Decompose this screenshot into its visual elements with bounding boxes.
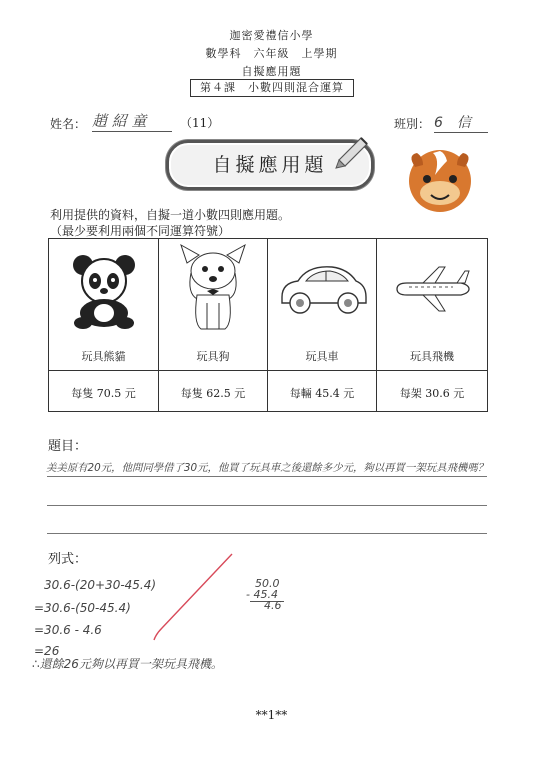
item-cell-panda [49,239,159,411]
working-line: =26 [34,644,60,658]
item-cell-airplane [377,239,487,411]
item-cell-dog [159,239,268,411]
item-name: 玩具熊貓 [81,350,126,363]
instruction-line-1: 利用提供的資料，自擬一道小數四則應用題。 [50,208,291,222]
lesson-box: 第４課 小數四則混合運算 [190,79,354,97]
item-price: 每隻 70.5 元 [71,387,136,400]
topic-title: 自擬應用題 [241,65,302,78]
airplane-icon [393,265,473,315]
horse-mascot-icon [405,145,475,215]
question-text: 美美原有20元，他問同學借了30元，他買了玩具車之後還餘多少元，夠以再買一架玩具飛機嗎？ [46,462,489,474]
class-label: 班別： [394,117,431,131]
item-price: 每輛 45.4 元 [289,387,355,400]
banner-title: 自擬應用題 [212,154,328,176]
item-price: 每架 30.6 元 [399,387,465,400]
answer-line [47,533,487,534]
question-label: 題目： [48,439,88,454]
item-cell-car [268,239,377,411]
item-price: 每隻 62.5 元 [180,387,246,400]
item-name: 玩具狗 [196,350,230,363]
dog-icon [177,243,249,333]
item-name: 玩具車 [305,350,339,363]
side-calc-line: 4.6 [264,599,282,612]
pencil-icon [333,130,373,170]
item-name: 玩具飛機 [410,350,454,363]
instruction-line-2: （最少要利用兩個不同運算符號） [50,224,231,238]
side-calc-line: - 45.4 [246,588,278,601]
teacher-tick-mark [148,548,238,648]
school-name: 迦密愛禮信小學 [229,29,314,42]
answer-line [47,505,487,506]
subject-line: 數學科 六年級 上學期 [205,47,338,60]
working-line: 30.6-(20+30-45.4) [44,578,157,592]
side-calc-line: 50.0 [255,577,280,590]
working-line: =30.6 - 4.6 [34,623,102,637]
table-divider [49,370,487,371]
car-icon [276,261,370,317]
conclusion-line: ∴還餘26元夠以再買一架玩具飛機。 [32,657,223,671]
panda-icon [69,251,139,329]
name-field: 趙 紹 童 [92,110,172,132]
name-label: 姓名： [50,117,87,131]
class-field: 6 信 [434,112,488,133]
page-number: **1** [255,708,288,722]
student-number: （11） [180,116,220,130]
items-table [48,238,488,412]
answer-line [47,476,487,477]
working-label: 列式： [48,552,88,567]
working-line: =30.6-(50-45.4) [34,601,131,615]
